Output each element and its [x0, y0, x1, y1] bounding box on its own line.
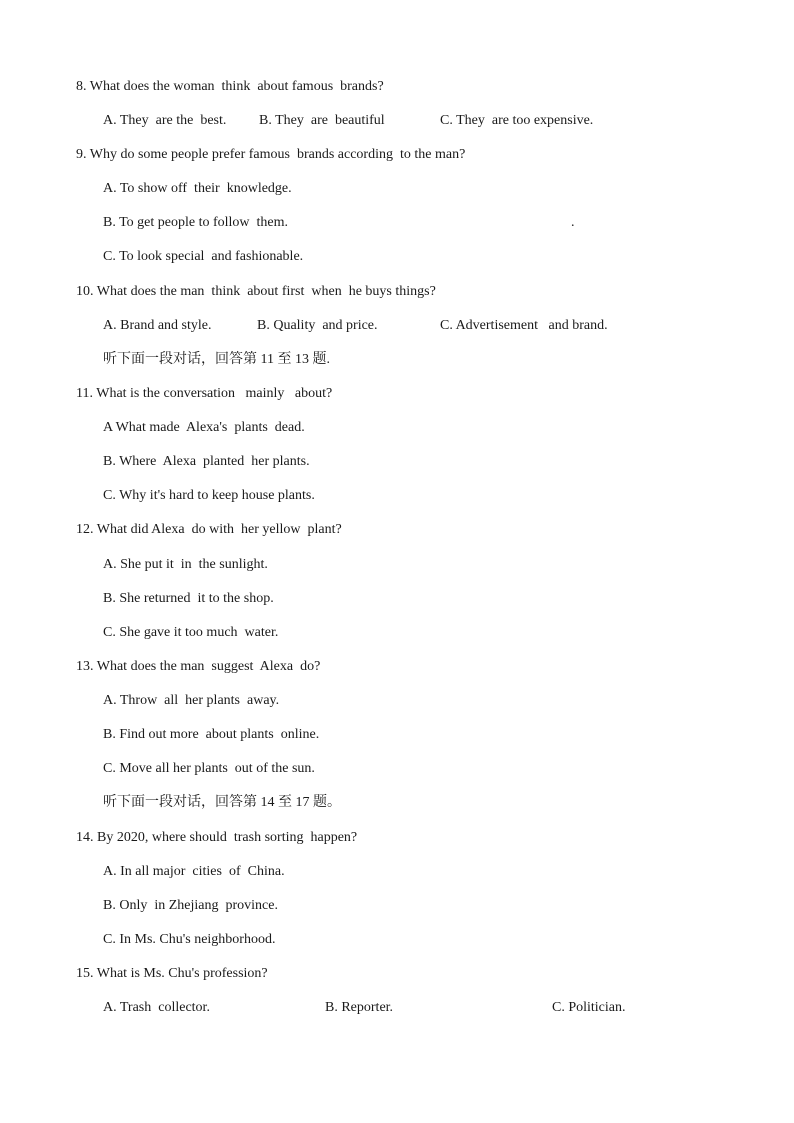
question-15-stem: 15. What is Ms. Chu's profession?	[76, 966, 268, 981]
question-14-option-b[interactable]: B. Only in Zhejiang province.	[103, 898, 278, 913]
question-12-option-a[interactable]: A. She put it in the sunlight.	[103, 557, 268, 572]
question-11-stem: 11. What is the conversation mainly about?	[76, 386, 333, 401]
question-14-option-a[interactable]: A. In all major cities of China.	[103, 864, 285, 879]
question-10-option-b[interactable]: B. Quality and price.	[257, 318, 378, 333]
section-instruction-11-13: 听下面一段对话，回答第 11 至 13 题.	[103, 352, 330, 367]
question-11-option-b[interactable]: B. Where Alexa planted her plants.	[103, 454, 310, 469]
question-9-option-b[interactable]: B. To get people to follow them.	[103, 215, 289, 230]
question-10-options	[103, 317, 608, 335]
question-11-option-a[interactable]: A What made Alexa's plants dead.	[103, 420, 305, 435]
question-9-option-c[interactable]: C. To look special and fashionable.	[103, 249, 304, 264]
question-13-option-a[interactable]: A. Throw all her plants away.	[103, 693, 280, 708]
question-12-option-b[interactable]: B. She returned it to the shop.	[103, 591, 274, 606]
question-12-option-c[interactable]: C. She gave it too much water.	[103, 625, 279, 640]
question-8-options	[103, 112, 594, 130]
question-14-stem: 14. By 2020, where should trash sorting happen?	[76, 830, 358, 845]
question-14-option-c[interactable]: C. In Ms. Chu's neighborhood.	[103, 932, 276, 947]
section-instruction-14-17: 听下面一段对话，回答第 14 至 17 题。	[103, 795, 341, 810]
question-8-option-b[interactable]: B. They are beautiful	[259, 113, 385, 128]
question-10-stem: 10. What does the man think about first when he buys things?	[76, 284, 436, 299]
question-9-trailing-mark: .	[571, 215, 575, 230]
question-15-option-a[interactable]: A. Trash collector.	[103, 1000, 210, 1015]
question-13-stem: 13. What does the man suggest Alexa do?	[76, 659, 321, 674]
question-11-option-c[interactable]: C. Why it's hard to keep house plants.	[103, 488, 315, 503]
question-10-option-c[interactable]: C. Advertisement and brand.	[440, 318, 608, 333]
question-12-stem: 12. What did Alexa do with her yellow plant?	[76, 522, 342, 537]
question-10-option-a[interactable]: A. Brand and style.	[103, 318, 212, 333]
question-13-option-b[interactable]: B. Find out more about plants online.	[103, 727, 320, 742]
question-8-option-a[interactable]: A. They are the best.	[103, 113, 227, 128]
question-8-stem: 8. What does the woman think about famous brands?	[76, 79, 384, 94]
question-9-option-a[interactable]: A. To show off their knowledge.	[103, 181, 292, 196]
question-13-option-c[interactable]: C. Move all her plants out of the sun.	[103, 761, 315, 776]
question-15-option-b[interactable]: B. Reporter.	[325, 1000, 394, 1015]
question-8-option-c[interactable]: C. They are too expensive.	[440, 113, 594, 128]
question-9-stem: 9. Why do some people prefer famous brands according to the man?	[76, 147, 466, 162]
question-15-option-c[interactable]: C. Politician.	[552, 1000, 626, 1015]
question-15-options	[103, 999, 626, 1017]
